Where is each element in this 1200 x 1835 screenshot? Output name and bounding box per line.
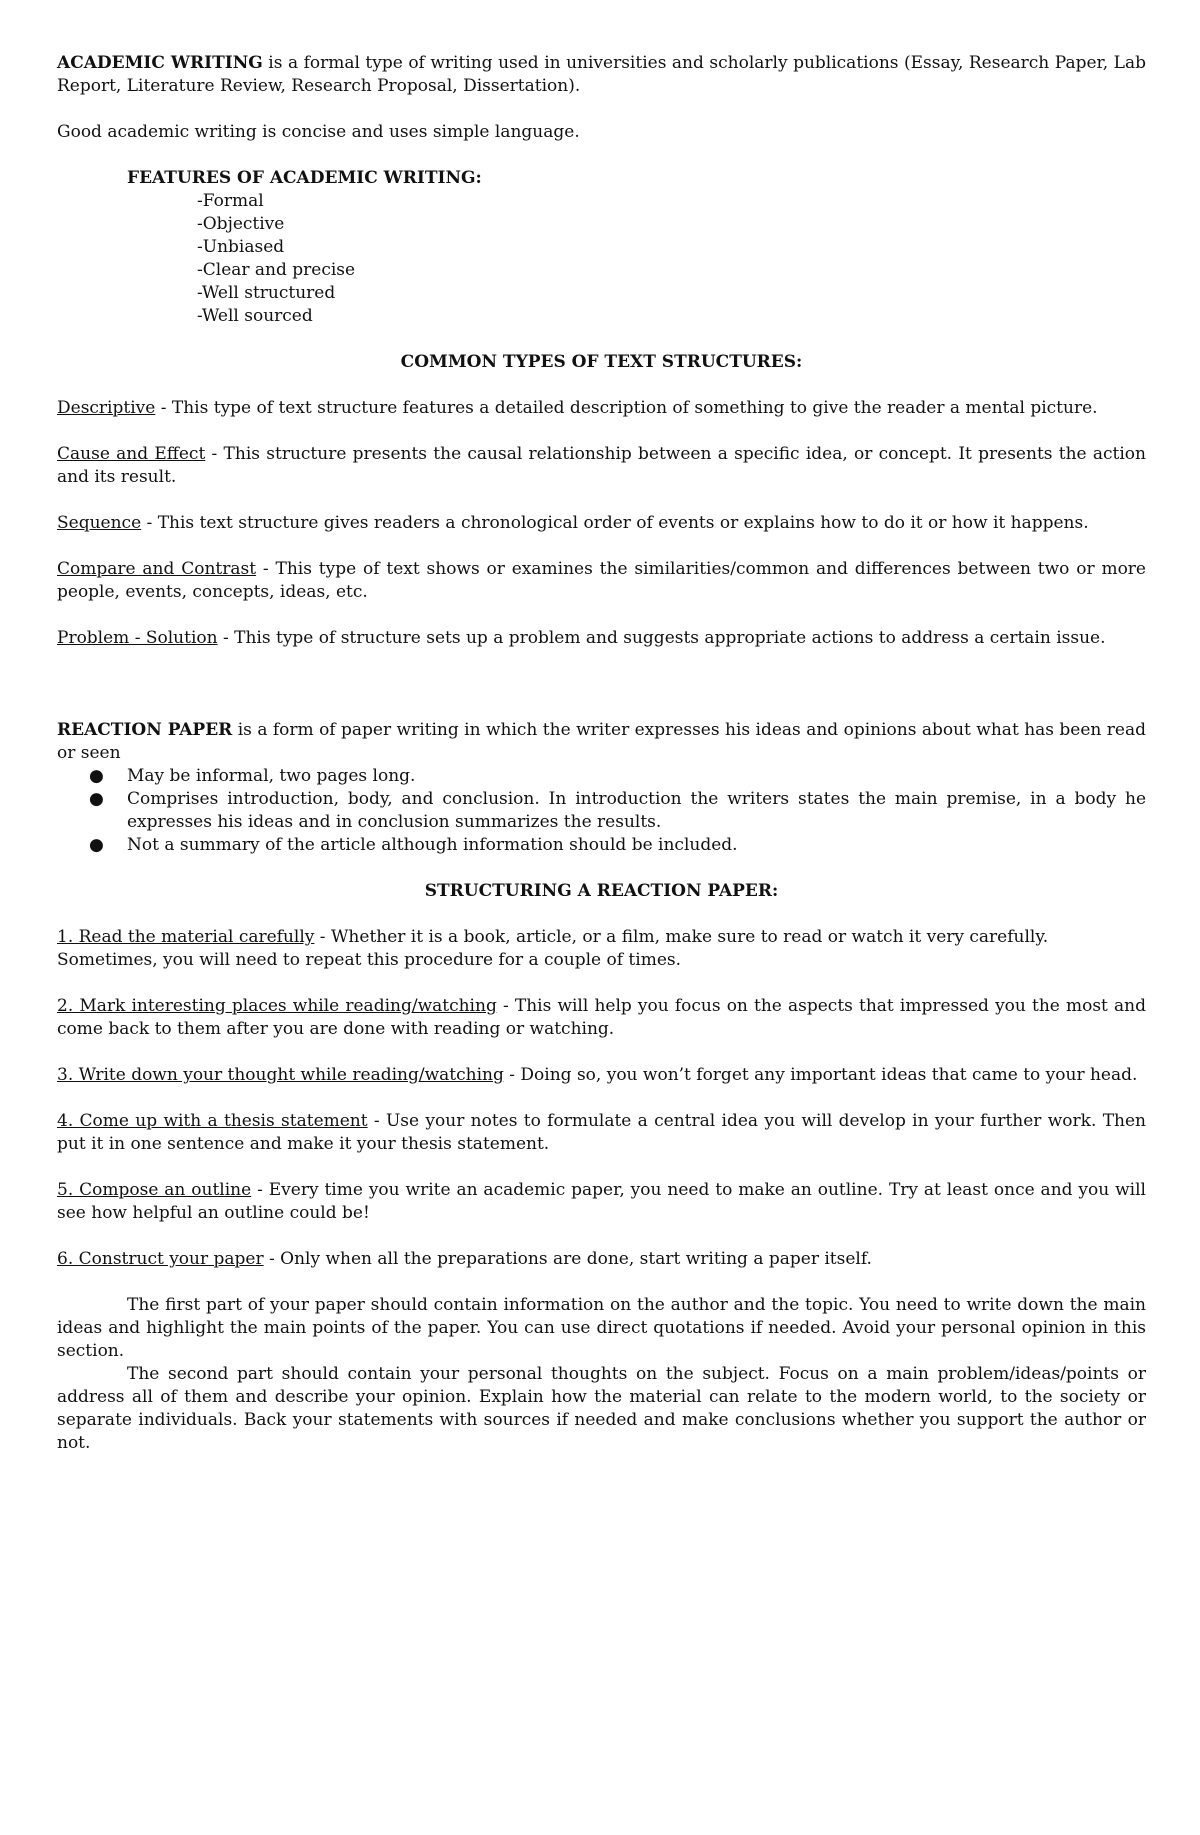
step-term: 4. Come up with a thesis statement xyxy=(57,1111,368,1131)
structure-text: - This type of text shows or examines the similarities/common and differences between two or more people, events, concepts, ideas, etc. xyxy=(57,559,1146,602)
step-text: - Use your notes to formulate a central idea you will develop in your further work. Then put it in one sentence and make it your thesis statement. xyxy=(57,1111,1146,1154)
academic-writing-text: is a formal type of writing used in universities and scholarly publications (Essay, Research Paper, Lab Report, Literature Review, Research Proposal, Dissertation). xyxy=(57,53,1146,96)
step-2 xyxy=(57,995,1146,1041)
step-1-extra: Sometimes, you will need to repeat this procedure for a couple of times. xyxy=(57,950,682,970)
reaction-paper-term: REACTION PAPER xyxy=(57,720,233,740)
structure-sequence xyxy=(57,512,1146,535)
features-list xyxy=(57,190,1146,328)
structure-cause-effect xyxy=(57,443,1146,489)
step-term: 5. Compose an outline xyxy=(57,1180,252,1200)
step-text: - Only when all the preparations are done, start writing a paper itself. xyxy=(263,1249,872,1269)
step-text: - Every time you write an academic paper, you need to make an outline. Try at least once and you will see how helpful an outline could be! xyxy=(57,1180,1146,1223)
academic-writing-term: ACADEMIC WRITING xyxy=(57,53,263,73)
bullet-icon: ● xyxy=(89,789,104,809)
step-1 xyxy=(57,926,1146,949)
step-text: - This will help you focus on the aspects that impressed you the most and come back to them after you are done with reading or watching. xyxy=(57,996,1146,1039)
feature-item: -Well structured xyxy=(197,283,336,303)
structuring-heading: STRUCTURING A REACTION PAPER: xyxy=(424,881,779,901)
feature-item: -Formal xyxy=(197,191,264,211)
bullet-text: Not a summary of the article although information should be included. xyxy=(127,835,738,855)
step-5 xyxy=(57,1179,1146,1225)
structure-text: - This type of structure sets up a problem and suggests appropriate actions to address a certain issue. xyxy=(217,628,1106,648)
structure-problem-solution xyxy=(57,627,1146,650)
reaction-paper-text: is a form of paper writing in which the writer expresses his ideas and opinions about what has been read or seen xyxy=(57,720,1147,763)
step-term: 1. Read the material carefully xyxy=(57,927,315,947)
structure-term: Problem - Solution xyxy=(57,628,218,648)
closing-paragraph-1: The first part of your paper should contain information on the author and the topic. You need to write down the main ideas and highlight the main points of the paper. You can use direct quotations if needed. Avoid your personal opinion in this section. xyxy=(57,1295,1146,1361)
feature-item: -Clear and precise xyxy=(197,260,356,280)
step-3 xyxy=(57,1064,1146,1087)
step-4 xyxy=(57,1110,1146,1156)
step-term: 6. Construct your paper xyxy=(57,1249,264,1269)
structure-descriptive xyxy=(57,397,1146,420)
structure-text: - This structure presents the causal relationship between a specific idea, or concept. It presents the action and its result. xyxy=(57,444,1146,487)
structure-term: Descriptive xyxy=(57,398,156,418)
bullet-icon: ● xyxy=(89,766,104,786)
text-structures-heading: COMMON TYPES OF TEXT STRUCTURES: xyxy=(400,352,803,372)
feature-item: -Well sourced xyxy=(197,306,313,326)
closing-paragraph-2: The second part should contain your personal thoughts on the subject. Focus on a main problem/ideas/points or address all of them and describe your opinion. Explain how the material can relate to the modern world, to the society or separate individuals. Back your statements with sources if needed and make conclusions whether you support the author or not. xyxy=(57,1364,1146,1453)
step-term: 3. Write down your thought while reading/watching xyxy=(57,1065,504,1085)
list-item xyxy=(57,834,1146,857)
list-item xyxy=(57,765,1146,788)
step-text: - Doing so, you won’t forget any important ideas that came to your head. xyxy=(503,1065,1138,1085)
bullet-text: Comprises introduction, body, and conclusion. In introduction the writers states the main premise, in a body he expresses his ideas and in conclusion summarizes the results. xyxy=(127,789,1146,832)
features-heading: FEATURES OF ACADEMIC WRITING: xyxy=(127,168,482,188)
bullet-icon: ● xyxy=(89,835,104,855)
good-writing-note: Good academic writing is concise and uses simple language. xyxy=(57,122,580,142)
structure-term: Sequence xyxy=(57,513,142,533)
bullet-text: May be informal, two pages long. xyxy=(127,766,416,786)
step-6 xyxy=(57,1248,1146,1271)
feature-item: -Objective xyxy=(197,214,285,234)
feature-item: -Unbiased xyxy=(197,237,285,257)
reaction-bullet-list xyxy=(57,765,1146,857)
step-term: 2. Mark interesting places while reading/watching xyxy=(57,996,497,1016)
structure-term: Cause and Effect xyxy=(57,444,206,464)
academic-writing-definition xyxy=(57,52,1146,98)
structure-text: - This type of text structure features a detailed description of something to give the reader a mental picture. xyxy=(155,398,1098,418)
reaction-paper-definition xyxy=(57,719,1146,765)
structure-term: Compare and Contrast xyxy=(57,559,257,579)
structure-text: - This text structure gives readers a chronological order of events or explains how to do it or how it happens. xyxy=(141,513,1089,533)
document-body xyxy=(57,52,1146,1455)
step-text: - Whether it is a book, article, or a film, make sure to read or watch it very carefully. xyxy=(314,927,1049,947)
structure-compare-contrast xyxy=(57,558,1146,604)
list-item xyxy=(57,788,1146,834)
